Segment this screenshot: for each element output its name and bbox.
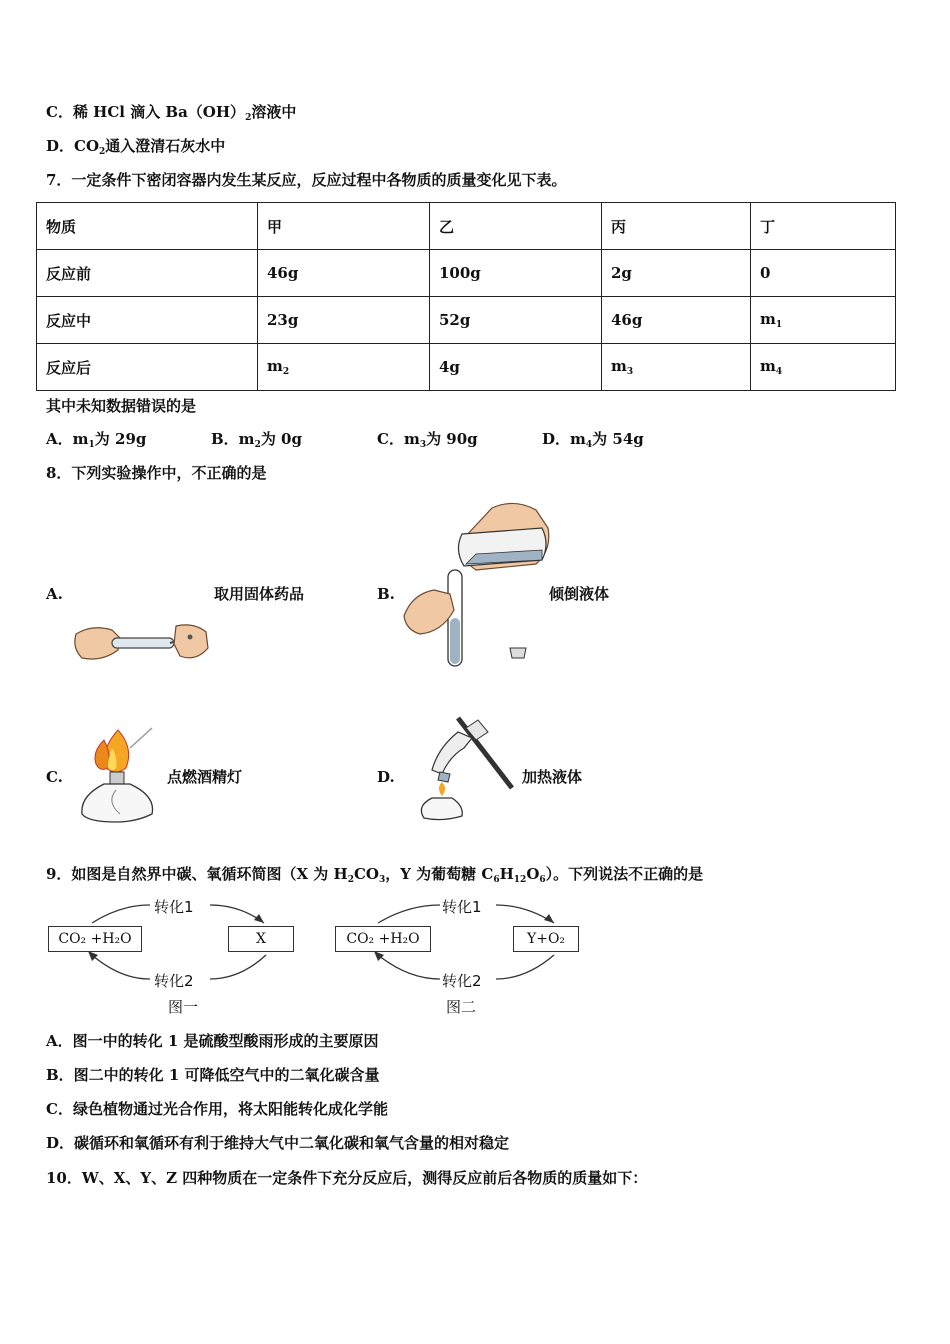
table-cell: 0 — [751, 250, 896, 297]
table-cell: 46g — [602, 297, 751, 344]
fig2-bottom-label: 转化2 — [442, 972, 482, 990]
table-header-cell: 丁 — [751, 203, 896, 250]
q8-option-d-text: 加热液体 — [522, 768, 583, 786]
q8-option-b-letter: B. — [377, 585, 395, 603]
q8-option-c-text: 点燃酒精灯 — [167, 768, 243, 786]
fig2-left-box: CO₂ +H₂O — [335, 926, 431, 952]
q8-option-c-letter: C. — [46, 768, 63, 786]
mass-table — [36, 202, 896, 391]
fig1-bottom-label: 转化2 — [154, 972, 194, 990]
table-header-row — [37, 203, 896, 250]
q8-option-a-letter: A. — [46, 585, 63, 603]
fig1-top-label: 转化1 — [154, 898, 194, 916]
table-cell: $m_4$ — [751, 344, 896, 391]
q6-option-d: D．$CO_2$通入澄清石灰水中 — [46, 137, 226, 157]
q8-option-a-text: 取用固体药品 — [214, 585, 305, 603]
pour-liquid-figure — [402, 498, 562, 670]
q9-option-d: D．碳循环和氧循环有利于维持大气中二氧化碳和氧气含量的相对稳定 — [46, 1134, 510, 1152]
table-cell: 46g — [258, 250, 430, 297]
row-label: 反应前 — [37, 250, 258, 297]
fig2-caption: 图二 — [446, 998, 477, 1016]
row-label: 反应后 — [37, 344, 258, 391]
q7-stem: 7．一定条件下密闭容器内发生某反应，反应过程中各物质的质量变化见下表。 — [46, 171, 567, 189]
q7-question: 其中未知数据错误的是 — [46, 397, 197, 415]
table-header-cell: 甲 — [258, 203, 430, 250]
table-header-cell: 丙 — [602, 203, 751, 250]
table-row — [37, 297, 896, 344]
q7-option-a: A．$m_1$为 29g — [46, 430, 147, 450]
fig1-caption: 图一 — [168, 998, 199, 1016]
q6-option-c: C．稀 HCl 滴入 $Ba(OH)_2$溶液中 — [46, 103, 297, 123]
fig1-right-box: X — [228, 926, 294, 952]
q9-option-b: B．图二中的转化 1 可降低空气中的二氧化碳含量 — [46, 1066, 380, 1084]
table-cell: 2g — [602, 250, 751, 297]
table-cell: 52g — [430, 297, 602, 344]
row-label: 反应中 — [37, 297, 258, 344]
table-cell: $m_1$ — [751, 297, 896, 344]
table-cell: 4g — [430, 344, 602, 391]
q10-stem: 10．W、X、Y、Z 四种物质在一定条件下充分反应后，测得反应前后各物质的质量如下： — [46, 1169, 648, 1187]
table-cell: 100g — [430, 250, 602, 297]
fig2-top-label: 转化1 — [442, 898, 482, 916]
table-row — [37, 344, 896, 391]
table-cell: $m_3$ — [602, 344, 751, 391]
fig1-left-box: CO₂ +H₂O — [48, 926, 142, 952]
q8-stem: 8．下列实验操作中，不正确的是 — [46, 464, 267, 482]
q8-option-d-letter: D. — [377, 768, 395, 786]
q8-option-b-text: 倾倒液体 — [549, 585, 610, 603]
q7-option-d: D．$m_4$为 54g — [542, 430, 644, 450]
q9-option-a: A．图一中的转化 1 是硫酸型酸雨形成的主要原因 — [46, 1032, 379, 1050]
q7-option-c: C．$m_3$为 90g — [377, 430, 478, 450]
solid-reagent-figure — [72, 618, 212, 672]
table-header-cell: 乙 — [430, 203, 602, 250]
lamp-lighting-figure — [76, 718, 160, 824]
table-cell: 23g — [258, 297, 430, 344]
table-header-cell: 物质 — [37, 203, 258, 250]
q9-stem: 9．如图是自然界中碳、氧循环简图（X 为 $H_2CO_3$，Y 为葡萄糖 $C_6H_{12}O_6$）。下列说法不正确的是 — [46, 865, 704, 885]
q9-option-c: C．绿色植物通过光合作用，将太阳能转化成化学能 — [46, 1100, 388, 1118]
heat-liquid-figure — [402, 708, 520, 824]
fig2-right-box: Y+O₂ — [513, 926, 579, 952]
table-cell: $m_2$ — [258, 344, 430, 391]
table-row — [37, 250, 896, 297]
q7-option-b: B．$m_2$为 0g — [211, 430, 302, 450]
